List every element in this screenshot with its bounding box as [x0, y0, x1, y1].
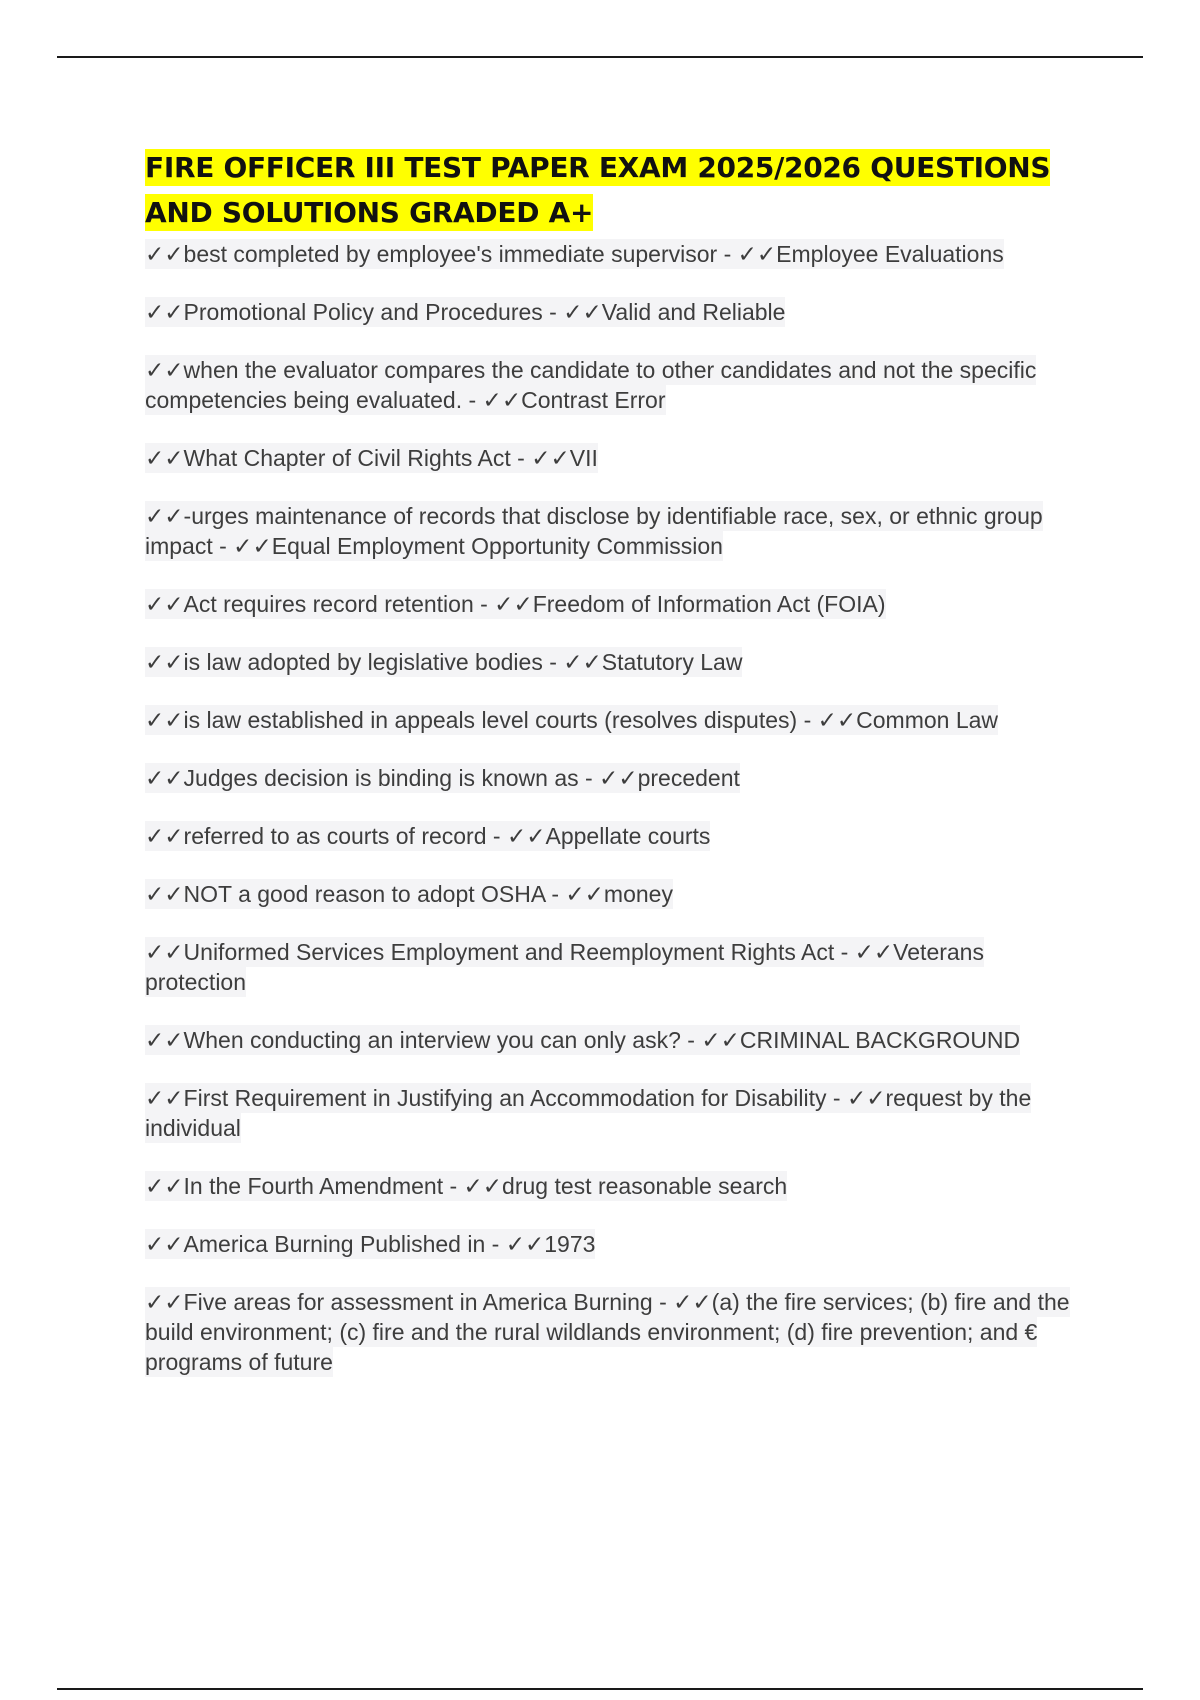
qa-item-text: ✓✓Judges decision is binding is known as - ✓✓precedent [145, 765, 740, 791]
qa-item [145, 443, 1085, 473]
qa-item-text: ✓✓When conducting an interview you can only ask? - ✓✓CRIMINAL BACKGROUND [145, 1027, 1021, 1053]
top-rule [57, 56, 1143, 58]
qa-item-text: ✓✓What Chapter of Civil Rights Act - ✓✓VII [145, 445, 598, 471]
qa-item [145, 821, 1085, 851]
qa-item [145, 705, 1085, 735]
qa-item-text: ✓✓best completed by employee's immediate supervisor - ✓✓Employee Evaluations [145, 241, 1004, 267]
qa-item-text: ✓✓when the evaluator compares the candidate to other candidates and not the specific competencies being evaluated. - ✓✓Contrast Error [145, 357, 1037, 413]
qa-item-text: ✓✓Promotional Policy and Procedures - ✓✓Valid and Reliable [145, 299, 786, 325]
qa-item [145, 239, 1085, 269]
qa-item [145, 1229, 1085, 1259]
qa-item [145, 1171, 1085, 1201]
qa-item [145, 763, 1085, 793]
document-body [145, 145, 1085, 1377]
document-title [145, 145, 1085, 235]
qa-item [145, 647, 1085, 677]
qa-item [145, 1083, 1085, 1143]
qa-item-text: ✓✓NOT a good reason to adopt OSHA - ✓✓money [145, 881, 673, 907]
qa-item-text: ✓✓Act requires record retention - ✓✓Freedom of Information Act (FOIA) [145, 591, 886, 617]
qa-item [145, 1287, 1085, 1377]
qa-item-text: ✓✓-urges maintenance of records that disclose by identifiable race, sex, or ethnic group impact - ✓✓Equal Employment Opportunity Commission [145, 503, 1043, 559]
qa-item-text: ✓✓Five areas for assessment in America Burning - ✓✓(a) the fire services; (b) fire and the build environment; (c) fire and the rural wildlands environment; (d) fire prevention; and € programs of future [145, 1289, 1070, 1375]
qa-item [145, 879, 1085, 909]
qa-item [145, 501, 1085, 561]
qa-item [145, 355, 1085, 415]
bottom-rule [57, 1688, 1143, 1690]
qa-item-text: ✓✓Uniformed Services Employment and Reemployment Rights Act - ✓✓Veterans protection [145, 939, 984, 995]
qa-item [145, 589, 1085, 619]
qa-item [145, 297, 1085, 327]
document-title-text: FIRE OFFICER III TEST PAPER EXAM 2025/2026 QUESTIONS AND SOLUTIONS GRADED A+ [145, 151, 1051, 229]
qa-item-text: ✓✓In the Fourth Amendment - ✓✓drug test reasonable search [145, 1173, 788, 1199]
qa-item-text: ✓✓First Requirement in Justifying an Accommodation for Disability - ✓✓request by the individual [145, 1085, 1032, 1141]
qa-item [145, 1025, 1085, 1055]
qa-item-text: ✓✓America Burning Published in - ✓✓1973 [145, 1231, 596, 1257]
qa-item [145, 937, 1085, 997]
qa-item-text: ✓✓is law established in appeals level courts (resolves disputes) - ✓✓Common Law [145, 707, 999, 733]
qa-list [145, 239, 1085, 1377]
qa-item-text: ✓✓is law adopted by legislative bodies - ✓✓Statutory Law [145, 649, 743, 675]
qa-item-text: ✓✓referred to as courts of record - ✓✓Appellate courts [145, 823, 711, 849]
